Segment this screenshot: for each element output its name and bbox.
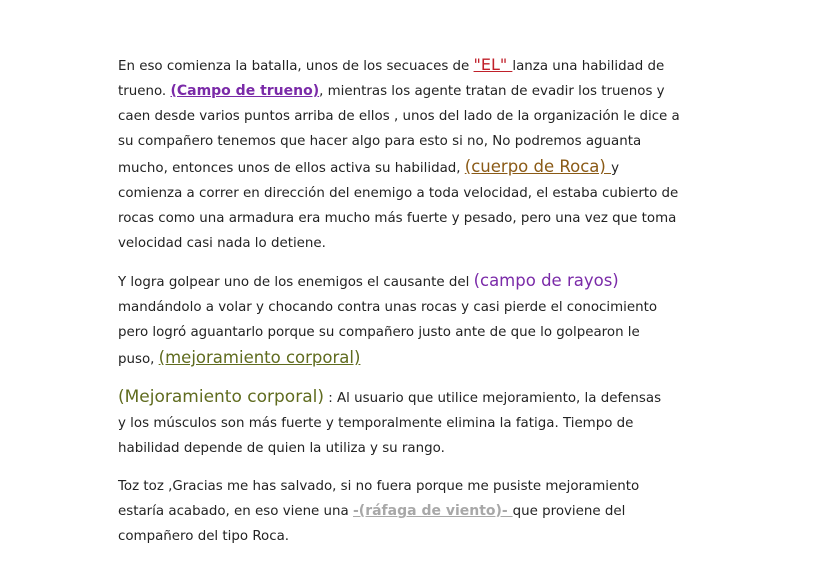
highlight-el-name: "EL" (473, 55, 513, 74)
text-line: rocas como una armadura era mucho más fuerte y pesado, pero una vez que toma (118, 211, 677, 226)
text-run: lanza una habilidad de (512, 59, 665, 74)
text-line (118, 79, 680, 104)
highlight-mejoramiento-corporal-title: (Mejoramiento corporal) (118, 387, 324, 407)
text-line: su compañero tenemos que hacer algo para esto si no, No podremos aguanta (118, 134, 642, 149)
text-run: trueno. (118, 84, 171, 99)
text-run: estaría acabado, en eso viene una (118, 504, 353, 519)
text-line (118, 52, 680, 79)
text-run: y (611, 161, 620, 176)
text-line: habilidad depende de quien la utiliza y su rango. (118, 441, 445, 456)
text-line (118, 499, 639, 524)
text-line: comienza a correr en dirección del enemigo a toda velocidad, el estaba cubierto de (118, 186, 679, 201)
text-line: mandándolo a volar y chocando contra unas rocas y casi pierde el conocimiento (118, 300, 658, 315)
highlight-campo-de-trueno: (Campo de trueno) (170, 83, 320, 99)
highlight-mejoramiento-corporal: (mejoramiento corporal) (158, 348, 361, 367)
text-run: puso, (118, 352, 159, 367)
highlight-cuerpo-de-roca: (cuerpo de Roca) (464, 157, 612, 176)
paragraph-hit-enemy (118, 268, 657, 372)
paragraph-thanks (118, 474, 639, 549)
highlight-rafaga-de-viento: -(ráfaga de viento)- (353, 503, 513, 519)
text-line: caen desde varios puntos arriba de ellos , unos del lado de la organización le dice a (118, 109, 680, 124)
text-line: Toz toz ,Gracias me has salvado, si no fuera porque me pusiste mejoramiento (118, 479, 640, 494)
highlight-campo-de-rayos: (campo de rayos) (473, 271, 619, 290)
text-line (118, 385, 661, 411)
text-run: que proviene del (512, 504, 626, 519)
text-line: velocidad casi nada lo detiene. (118, 236, 326, 251)
text-run: : Al usuario que utilice mejoramiento, la defensas (323, 391, 662, 406)
paragraph-battle-start (118, 52, 680, 256)
text-line (118, 268, 657, 295)
text-run: En eso comienza la batalla, unos de los secuaces de (118, 59, 474, 74)
paragraph-definition (118, 385, 661, 461)
text-line: y los músculos son más fuerte y temporalmente elimina la fatiga. Tiempo de (118, 416, 634, 431)
text-run: Y logra golpear uno de los enemigos el causante del (118, 275, 474, 290)
text-line: compañero del tipo Roca. (118, 529, 290, 544)
text-line (118, 345, 657, 372)
text-line: pero logró aguantarlo porque su compañero justo ante de que lo golpearon le (118, 325, 640, 340)
text-run: , mientras los agente tratan de evadir los truenos y (319, 84, 665, 99)
text-run: mucho, entonces unos de ellos activa su habilidad, (118, 161, 465, 176)
text-line (118, 154, 680, 181)
